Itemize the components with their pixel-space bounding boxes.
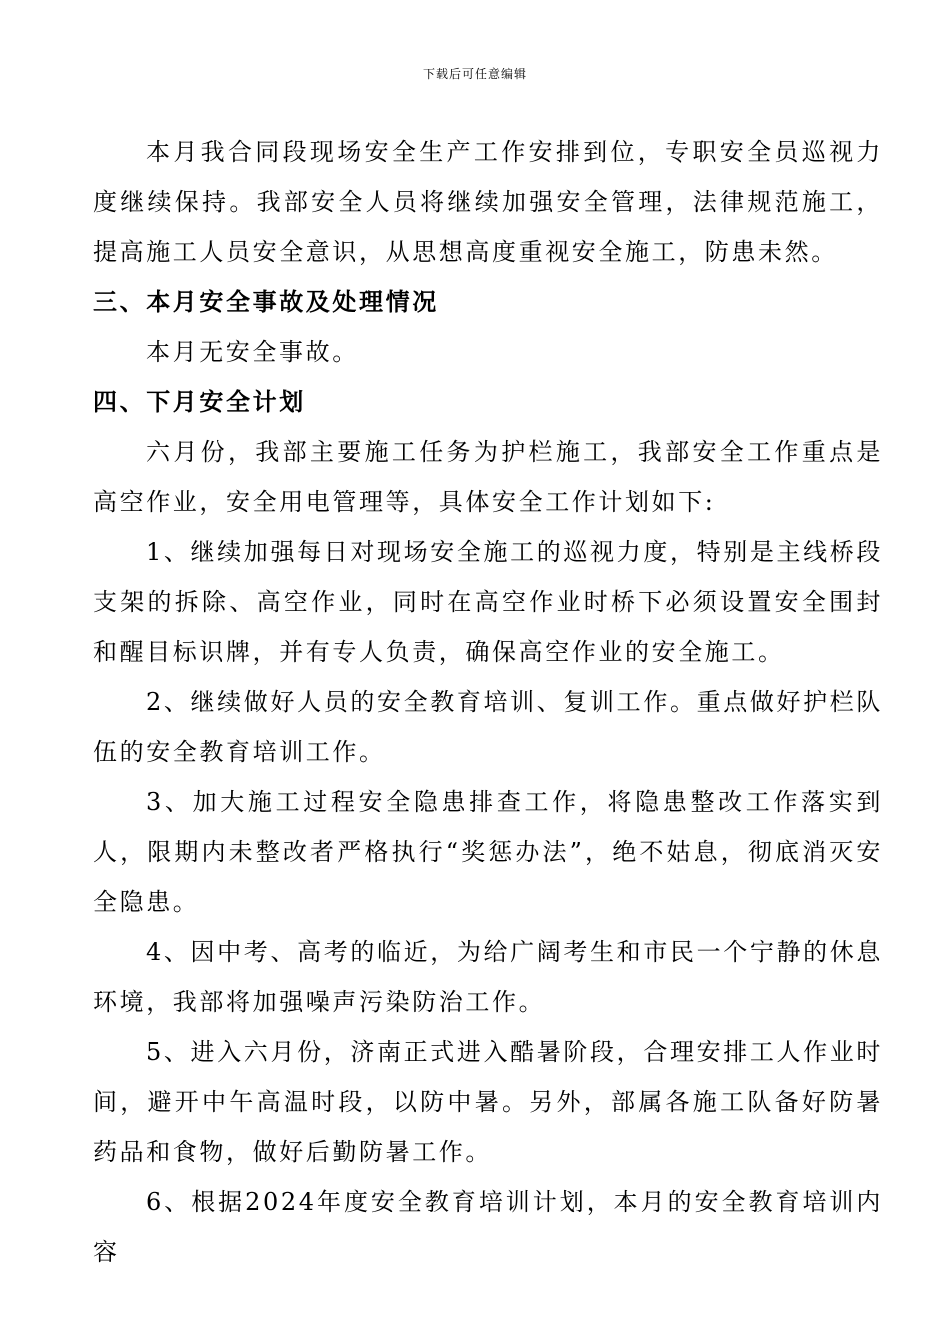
plan-item-5: 5、进入六月份，济南正式进入酷暑阶段，合理安排工人作业时间，避开中午高温时段，以防中暑。另外，部属各施工队备好防暑药品和食物，做好后勤防暑工作。 — [93, 1038, 883, 1166]
plan-item-3: 3、加大施工过程安全隐患排查工作，将隐患整改工作落实到人，限期内未整改者严格执行“奖惩办法”，绝不姑息，彻底消灭安全隐患。 — [93, 788, 883, 916]
section-4-intro-paragraph: 六月份，我部主要施工任务为护栏施工，我部安全工作重点是高空作业，安全用电管理等，具体安全工作计划如下: — [93, 438, 883, 516]
document-body — [93, 127, 883, 1277]
plan-item-1: 1、继续加强每日对现场安全施工的巡视力度，特别是主线桥段支架的拆除、高空作业，同时在高空作业时桥下必须设置安全围封和醒目标识牌，并有专人负责，确保高空作业的安全施工。 — [93, 538, 883, 666]
section-4-heading: 四、下月安全计划 — [93, 387, 306, 416]
section-3-heading: 三、本月安全事故及处理情况 — [93, 287, 439, 316]
page-header-note: 下载后可任意编辑 — [422, 67, 527, 81]
intro-paragraph: 本月我合同段现场安全生产工作安排到位，专职安全员巡视力度继续保持。我部安全人员将继续加强安全管理，法律规范施工，提高施工人员安全意识，从思想高度重视安全施工，防患未然。 — [93, 138, 883, 266]
plan-item-4: 4、因中考、高考的临近，为给广阔考生和市民一个宁静的休息环境，我部将加强噪声污染防治工作。 — [93, 938, 883, 1016]
section-3-paragraph: 本月无安全事故。 — [146, 338, 359, 366]
plan-item-6: 6、根据2024年度安全教育培训计划，本月的安全教育培训内容 — [93, 1188, 883, 1266]
plan-item-2: 2、继续做好人员的安全教育培训、复训工作。重点做好护栏队伍的安全教育培训工作。 — [93, 688, 883, 766]
